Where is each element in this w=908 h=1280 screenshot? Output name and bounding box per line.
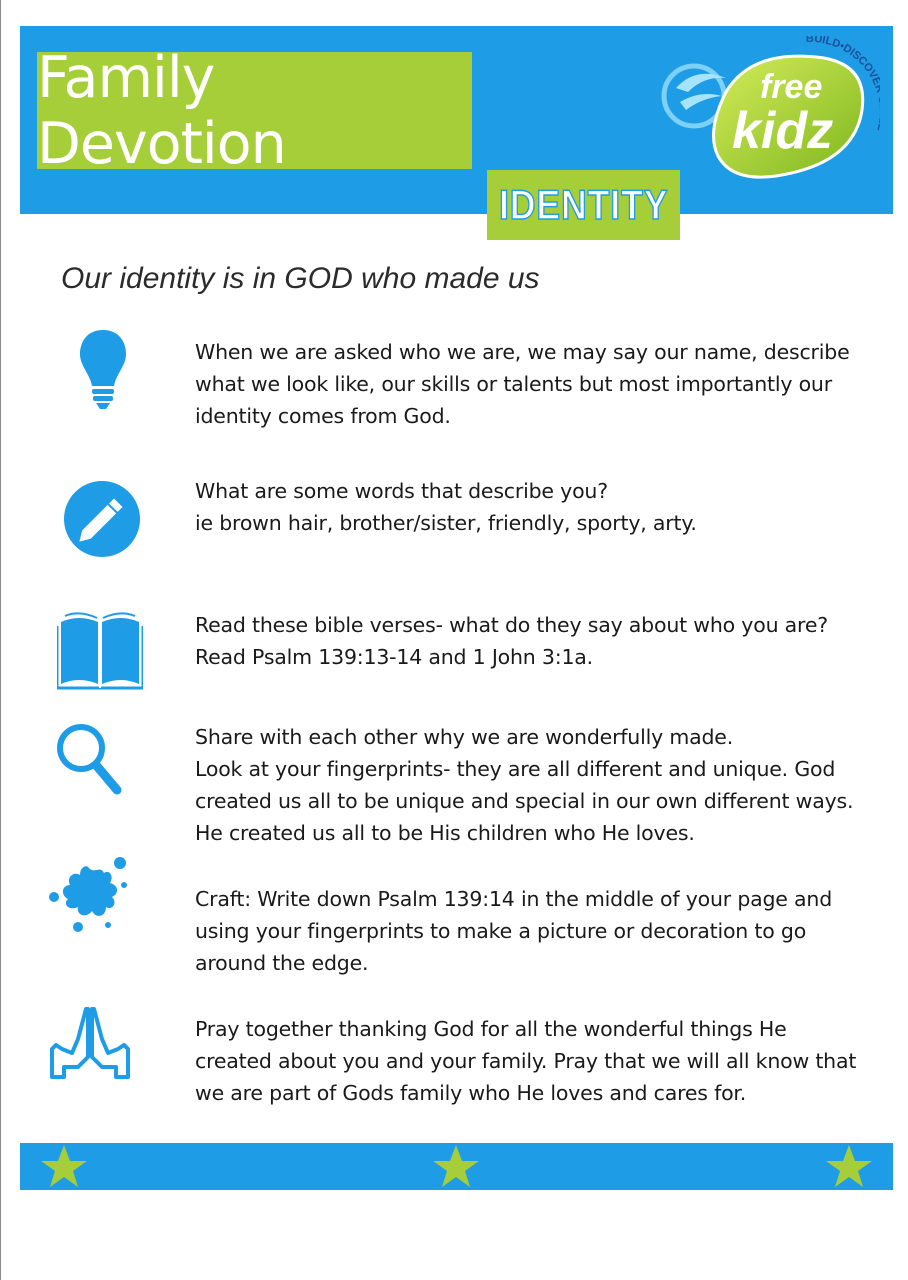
page-title: Family Devotion [37,44,286,177]
magnifier-icon [55,722,125,798]
free-kidz-logo [656,36,880,188]
star-icon [825,1143,873,1193]
paint-splat-icon [48,853,130,935]
item-splat-text: Craft: Write down Psalm 139:14 in the middle of your page and using your fingerprints to make a picture or decoration to go around the edge. [195,887,833,975]
item-book-text: Read these bible verses- what do they say about who you are? Read Psalm 139:13-14 and 1 John 3:1a. [195,613,828,669]
svg-text:kidz: kidz [732,102,834,160]
star-icon [40,1143,88,1193]
svg-text:free: free [760,68,823,106]
pencil-icon [62,479,142,559]
page-left-border [0,0,1,1280]
theme-badge [487,170,680,240]
item-magnifier-text: Share with each other why we are wonderfully made. Look at your fingerprints- they are all different and unique. God created us all to be unique and special in our own different ways. He created us all to be His children who He loves. [195,725,854,845]
lightbulb-icon [78,328,128,412]
book-icon [57,610,143,690]
star-icon [432,1143,480,1193]
praying-hands-icon [50,1005,130,1079]
theme-label: IDENTITY [498,181,669,228]
subtitle: Our identity is in GOD who made us [61,262,540,295]
item-pencil-text: What are some words that describe you? ie brown hair, brother/sister, friendly, sporty, arty. [195,479,697,535]
item-lightbulb-text: When we are asked who we are, we may say our name, describe what we look like, our skills or talents but most importantly our identity comes from God. [195,340,850,428]
svg-text:BUILD•DISCOVER•SMILE: BUILD•DISCOV [805,36,880,81]
item-prayer-text: Pray together thanking God for all the wonderful things He created about you and your family. Pray that we will all know that we are part of Gods family who He loves and cares for. [195,1017,857,1105]
title-box [37,44,472,177]
